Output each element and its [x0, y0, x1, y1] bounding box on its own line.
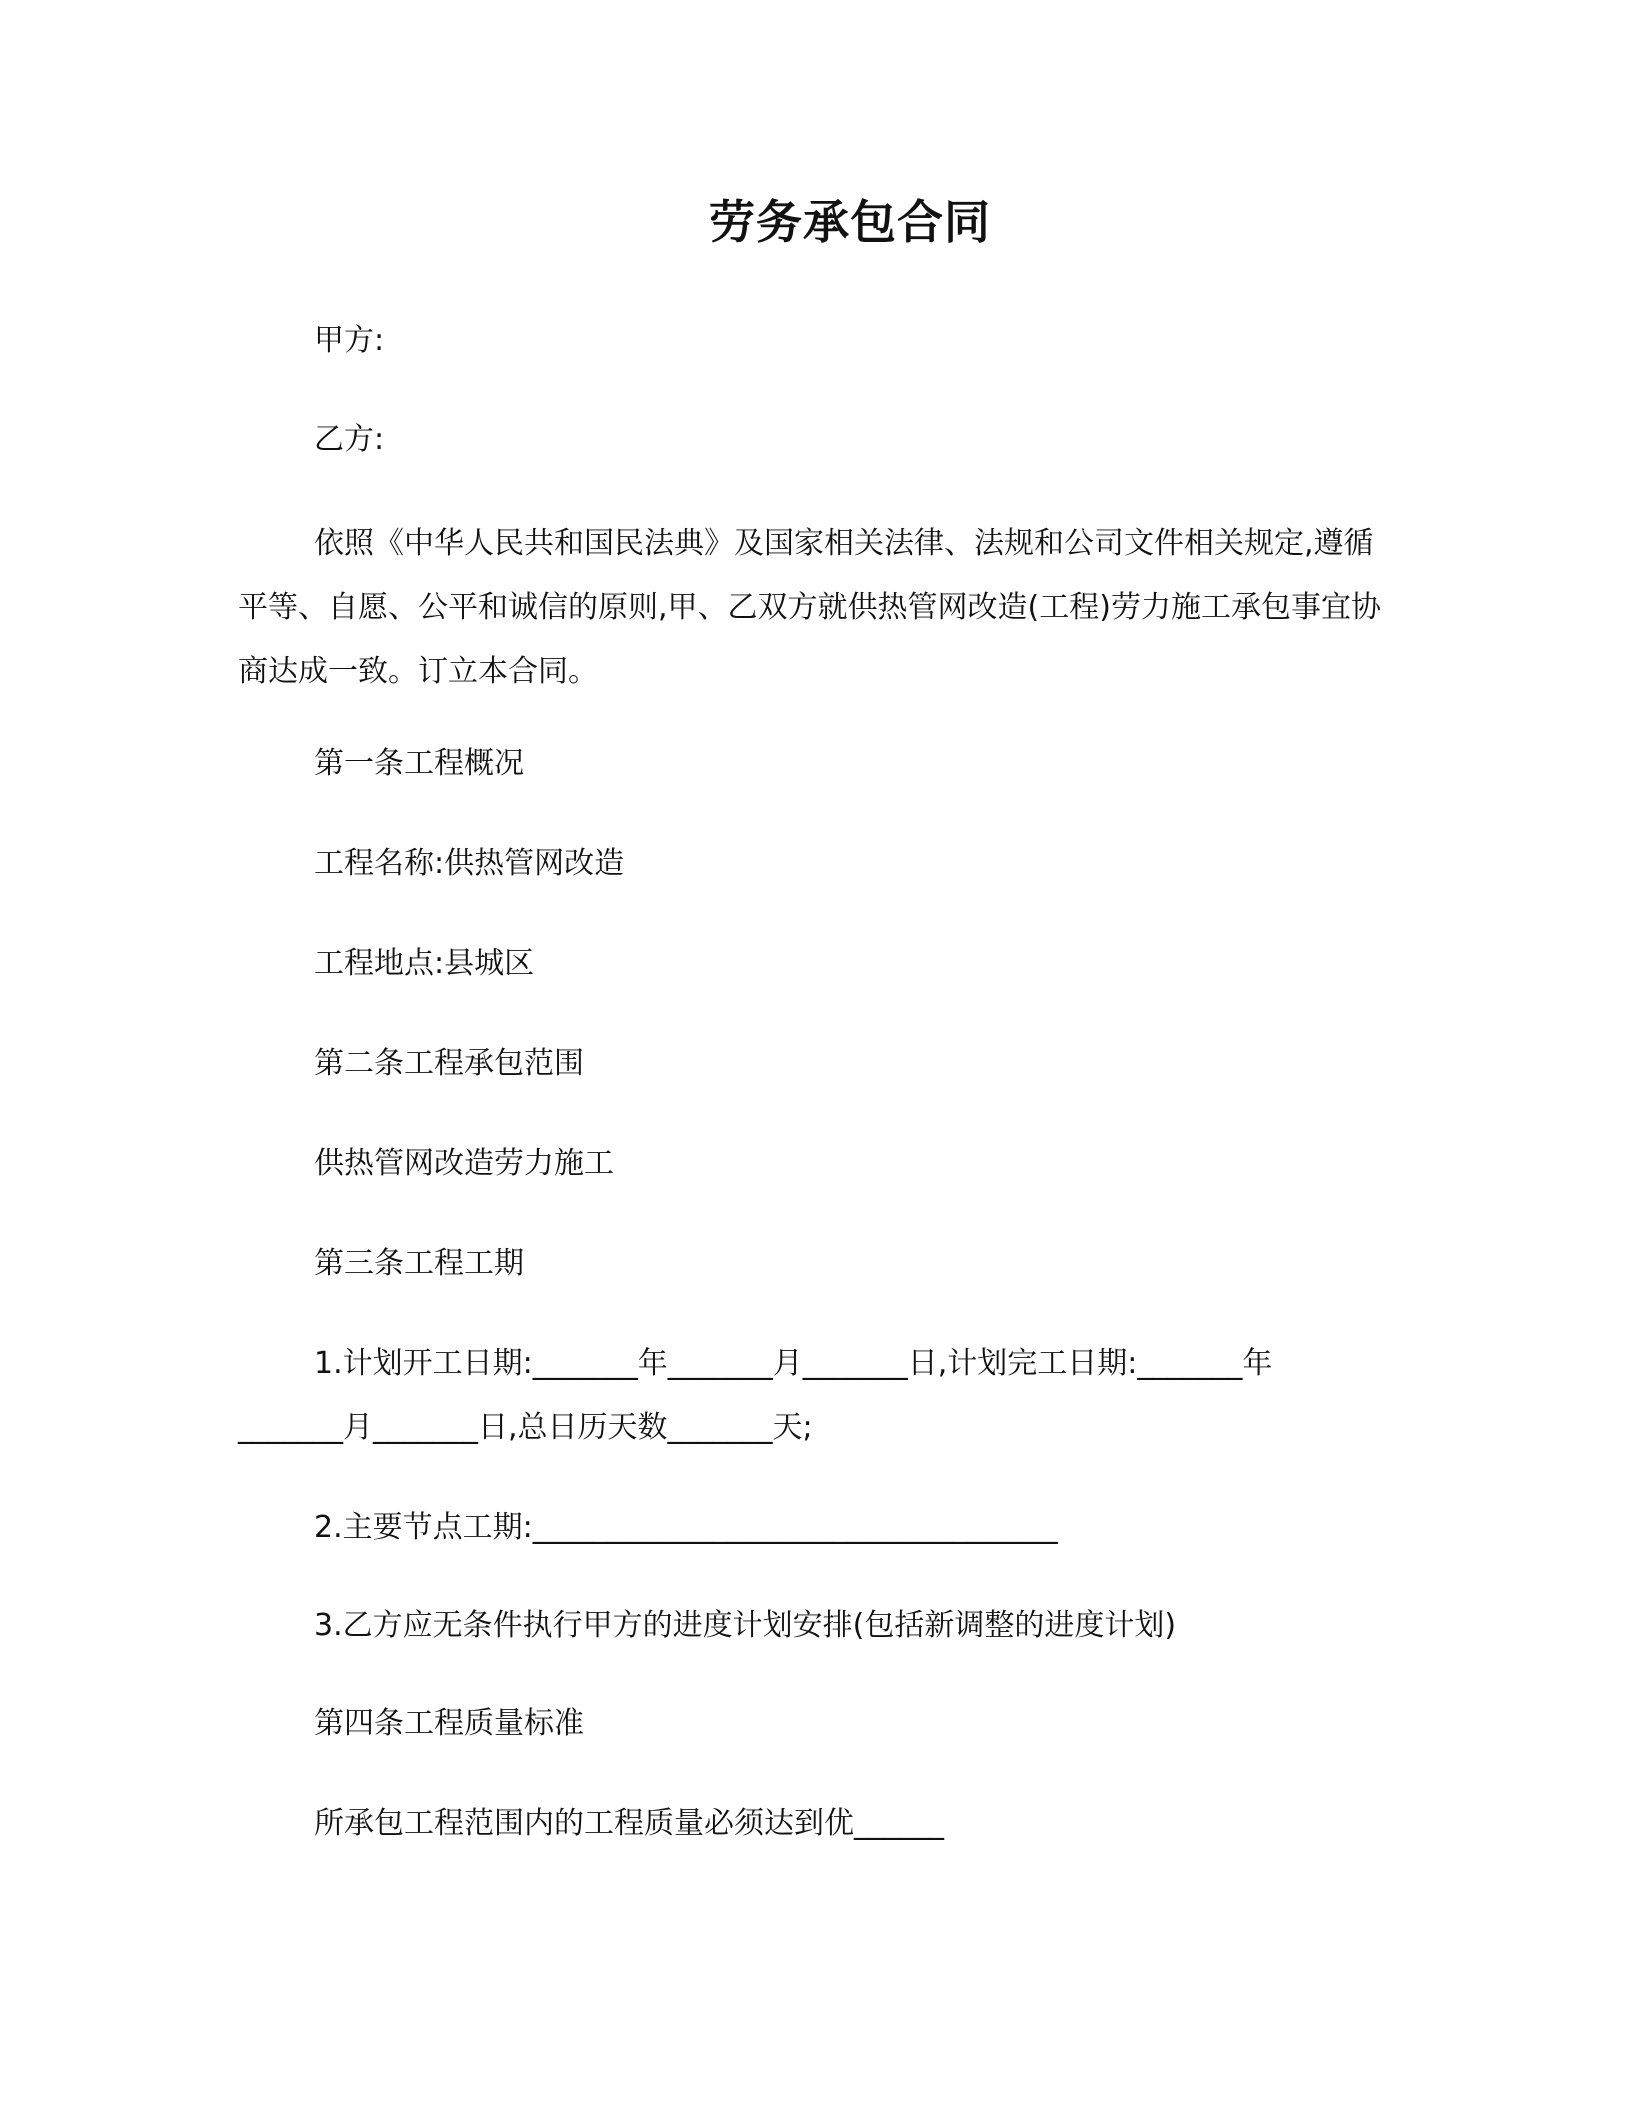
- article-1-heading: 第一条工程概况: [314, 746, 524, 781]
- party-a-label: 甲方:: [314, 323, 385, 358]
- preamble-paragraph: 依照《中华人民共和国民法典》及国家相关法律、法规和公司文件相关规定,遵循平等、自愿、公平和诚信的原则,甲、乙双方就供热管网改造(工程)劳力施工承包事宜协商达成一致。订立本合同。: [238, 526, 1381, 689]
- project-location: 工程地点:县城区: [314, 946, 535, 981]
- project-name: 工程名称:供热管网改造: [314, 846, 625, 881]
- schedule-item-1-line-1: 1.计划开工日期:_______年_______月_______日,计划完工日期:_______年: [314, 1346, 1273, 1381]
- article-2-heading: 第二条工程承包范围: [314, 1046, 584, 1081]
- party-b-label: 乙方:: [314, 422, 385, 457]
- article-4-heading: 第四条工程质量标准: [314, 1706, 584, 1741]
- schedule-item-3: 3.乙方应无条件执行甲方的进度计划安排(包括新调整的进度计划): [314, 1608, 1177, 1643]
- quality-standard: 所承包工程范围内的工程质量必须达到优______: [314, 1806, 944, 1841]
- contract-scope: 供热管网改造劳力施工: [314, 1146, 614, 1181]
- schedule-item-2: 2.主要节点工期:___________________________________: [314, 1510, 1058, 1545]
- article-3-heading: 第三条工程工期: [314, 1246, 524, 1281]
- document-title: 劳务承包合同: [709, 195, 991, 249]
- schedule-item-1-line-2: _______月_______日,总日历天数_______天;: [238, 1410, 813, 1445]
